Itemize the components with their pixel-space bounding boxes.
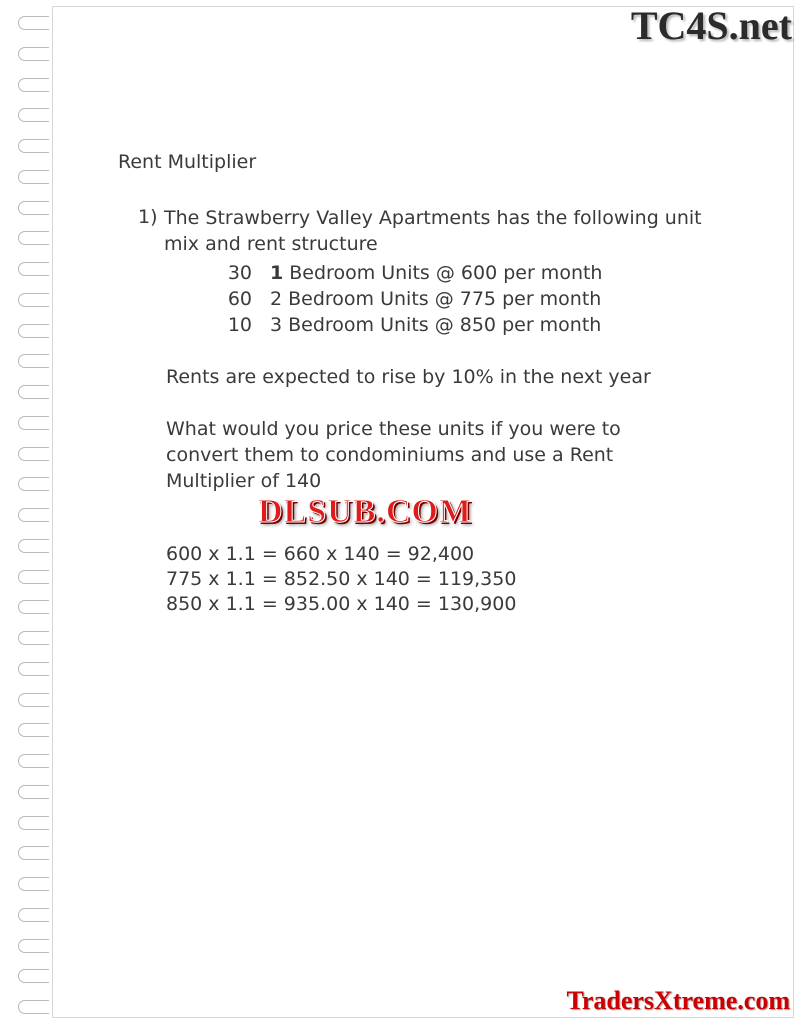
- spiral-ring-icon: [18, 354, 49, 368]
- question-number: 1): [138, 206, 158, 228]
- spiral-ring-icon: [18, 139, 49, 153]
- unit-description: 1 Bedroom Units @ 600 per month: [270, 262, 603, 284]
- spiral-ring-icon: [18, 539, 49, 553]
- spiral-ring-icon: [18, 201, 49, 215]
- spiral-ring-icon: [18, 108, 49, 122]
- spiral-ring-icon: [18, 662, 49, 676]
- spiral-ring-icon: [18, 754, 49, 768]
- spiral-ring-icon: [18, 939, 49, 953]
- spiral-ring-icon: [18, 47, 49, 61]
- paragraph-question-prompt: What would you price these units if you were to convert them to condominiums and use a Rent Multiplier of 140: [166, 418, 621, 492]
- table-row: [190, 286, 602, 312]
- spiral-ring-icon: [18, 877, 49, 891]
- table-row: [190, 260, 602, 286]
- calculation-line: 775 x 1.1 = 852.50 x 140 = 119,350: [166, 568, 517, 590]
- spiral-ring-icon: [18, 293, 49, 307]
- table-row: [190, 312, 602, 338]
- spiral-ring-icon: [18, 908, 49, 922]
- spiral-ring-icon: [18, 693, 49, 707]
- site-brand-header: TC4S.net: [630, 3, 792, 48]
- unit-description: 3 Bedroom Units @ 850 per month: [270, 314, 602, 336]
- calculation-line: 850 x 1.1 = 935.00 x 140 = 130,900: [166, 593, 517, 615]
- watermark-stamp: DLSUB.COM: [258, 493, 472, 530]
- spiral-ring-icon: [18, 846, 49, 860]
- spiral-ring-icon: [18, 785, 49, 799]
- spiral-ring-icon: [18, 723, 49, 737]
- spiral-ring-icon: [18, 600, 49, 614]
- spiral-ring-icon: [18, 816, 49, 830]
- unit-description: 2 Bedroom Units @ 775 per month: [270, 288, 602, 310]
- question-block: [138, 205, 738, 338]
- unit-quantity: 60: [227, 288, 252, 310]
- page-title: Rent Multiplier: [118, 151, 257, 173]
- spiral-ring-icon: [18, 508, 49, 522]
- calculations-block: [166, 542, 738, 617]
- spiral-ring-icon: [18, 631, 49, 645]
- spiral-binding: [8, 0, 54, 1024]
- spiral-ring-icon: [18, 262, 49, 276]
- document-body: [118, 150, 738, 617]
- spiral-ring-icon: [18, 78, 49, 92]
- unit-mix-table: [190, 260, 602, 338]
- spiral-ring-icon: [18, 385, 49, 399]
- paragraph-rent-increase: Rents are expected to rise by 10% in the next year: [166, 366, 651, 388]
- spiral-ring-icon: [18, 324, 49, 338]
- spiral-ring-icon: [18, 969, 49, 983]
- site-brand-footer: TradersXtreme.com: [566, 986, 790, 1015]
- spiral-ring-icon: [18, 16, 49, 30]
- spiral-ring-icon: [18, 170, 49, 184]
- spiral-ring-icon: [18, 231, 49, 245]
- spiral-ring-icon: [18, 570, 49, 584]
- spiral-ring-icon: [18, 477, 49, 491]
- spiral-ring-icon: [18, 447, 49, 461]
- unit-quantity: 10: [227, 314, 252, 336]
- calculation-line: 600 x 1.1 = 660 x 140 = 92,400: [166, 543, 475, 565]
- unit-quantity: 30: [227, 262, 252, 284]
- spiral-ring-icon: [18, 1000, 49, 1014]
- spiral-ring-icon: [18, 416, 49, 430]
- question-text: The Strawberry Valley Apartments has the following unit mix and rent structure: [164, 207, 702, 255]
